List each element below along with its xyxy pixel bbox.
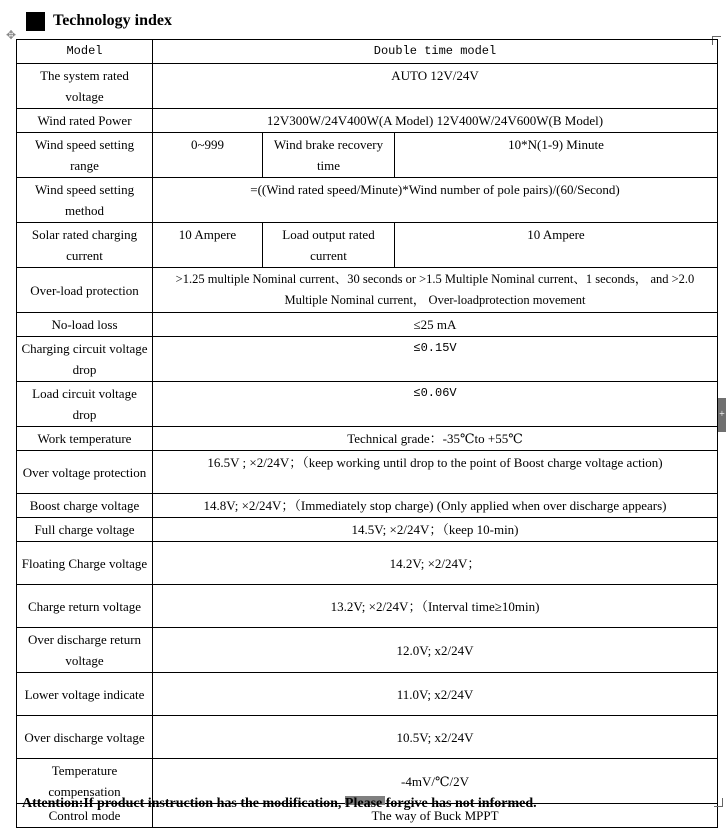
row-value: >1.25 multiple Nominal current、30 seconds or >1.5 Multiple Nominal current、1 seconds， and >2.0 Multiple Nominal current， Over-loadprotection movement: [153, 268, 718, 313]
row-value: 14.2V; ×2/24V；: [153, 542, 718, 585]
row-label: Full charge voltage: [17, 518, 153, 542]
table-row: [17, 337, 718, 382]
row-label: Charging circuit voltage drop: [17, 337, 153, 382]
row-value: 13.2V; ×2/24V；（Interval time≥10min): [153, 585, 718, 628]
spec-table: [16, 39, 718, 828]
row-value: ≤0.15V: [153, 337, 718, 382]
row-value: 10 Ampere: [153, 223, 263, 268]
table-row: [17, 427, 718, 451]
table-row: [17, 178, 718, 223]
row-label: Wind rated Power: [17, 109, 153, 133]
resize-handle-icon[interactable]: +: [718, 398, 726, 432]
row-label: Boost charge voltage: [17, 494, 153, 518]
row-sub-label: Wind brake recovery time: [263, 133, 395, 178]
table-row: [17, 382, 718, 427]
row-label: Wind speed setting method: [17, 178, 153, 223]
move-handle-icon[interactable]: ✥: [5, 28, 17, 42]
section-heading: [26, 10, 172, 32]
table-row: [17, 40, 718, 64]
table-row: [17, 451, 718, 494]
row-value: AUTO 12V/24V: [153, 64, 718, 109]
table-row: [17, 518, 718, 542]
row-label: Control mode: [17, 804, 153, 828]
table-row: [17, 313, 718, 337]
row-label: Solar rated charging current: [17, 223, 153, 268]
row-value: 0~999: [153, 133, 263, 178]
row-label: Over discharge return voltage: [17, 628, 153, 673]
row-value: ≤0.06V: [153, 382, 718, 427]
table-corner-marker-bottom: [714, 798, 723, 807]
row-value: 10.5V; x2/24V: [153, 716, 718, 759]
table-row: [17, 585, 718, 628]
table-row: [17, 109, 718, 133]
page-title: Technology index: [53, 12, 172, 29]
table-row: [17, 64, 718, 109]
heading-bullet-square: [26, 12, 45, 31]
row-label: No-load loss: [17, 313, 153, 337]
row-label: Charge return voltage: [17, 585, 153, 628]
row-label: Lower voltage indicate: [17, 673, 153, 716]
row-value: -4mV/℃/2V: [153, 759, 718, 804]
table-row: [17, 542, 718, 585]
row-value: The way of Buck MPPT: [153, 804, 718, 828]
row-label: Over voltage protection: [17, 451, 153, 494]
table-row: [17, 268, 718, 313]
row-sub-value: 10*N(1-9) Minute: [395, 133, 718, 178]
header-model-label: Model: [17, 40, 153, 64]
table-row: [17, 494, 718, 518]
row-value: 11.0V; x2/24V: [153, 673, 718, 716]
row-label: The system rated voltage: [17, 64, 153, 109]
row-label: Over discharge voltage: [17, 716, 153, 759]
table-row: [17, 628, 718, 673]
row-sub-value: 10 Ampere: [395, 223, 718, 268]
row-value: =((Wind rated speed/Minute)*Wind number of pole pairs)/(60/Second): [153, 178, 718, 223]
table-row: [17, 673, 718, 716]
row-label: Load circuit voltage drop: [17, 382, 153, 427]
row-sub-label: Load output rated current: [263, 223, 395, 268]
row-label: Temperature compensation: [17, 759, 153, 804]
row-label: Floating Charge voltage: [17, 542, 153, 585]
row-value: 12V300W/24V400W(A Model) 12V400W/24V600W(B Model): [153, 109, 718, 133]
attention-note: Attention:If product instruction has the modification, Please forgive has not informed.: [22, 796, 537, 811]
row-value: 14.8V; ×2/24V；（Immediately stop charge) (Only applied when over discharge appears): [153, 494, 718, 518]
row-value: 16.5V ; ×2/24V；（keep working until drop to the point of Boost charge voltage action): [153, 451, 718, 494]
row-label: Wind speed setting range: [17, 133, 153, 178]
row-value: 12.0V; x2/24V: [153, 628, 718, 673]
table-row: [17, 223, 718, 268]
row-value: ≤25 mA: [153, 313, 718, 337]
table-row: [17, 716, 718, 759]
table-row: [17, 133, 718, 178]
row-value: 14.5V; ×2/24V；（keep 10-min): [153, 518, 718, 542]
header-model-value: Double time model: [153, 40, 718, 64]
row-label: Over-load protection: [17, 268, 153, 313]
row-label: Work temperature: [17, 427, 153, 451]
row-value: Technical grade：-35℃to +55℃: [153, 427, 718, 451]
